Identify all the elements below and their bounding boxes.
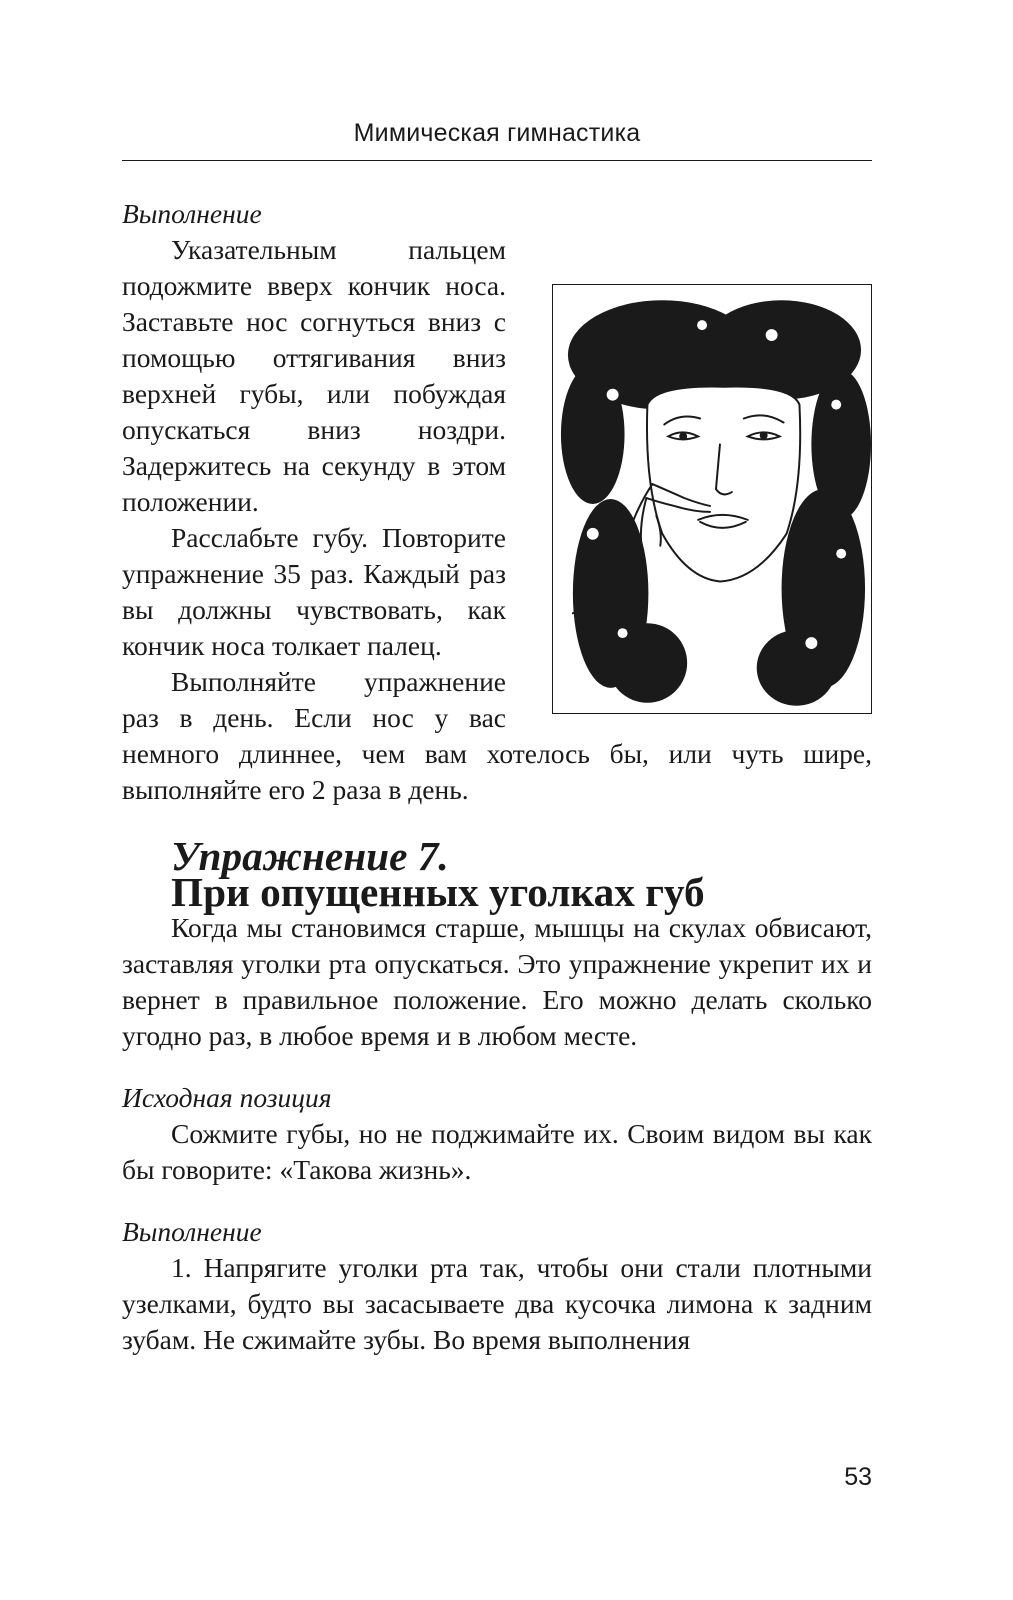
running-header [122,116,872,161]
illustration-woman-pressing-nose [552,284,872,714]
exercise-title: При опущенных уголках губ [171,869,705,915]
paragraph: 1. Напрягите уголки рта так, чтобы они стали плотными узелками, будто вы засасываете два кусочка лимона к задним зубам. Не сжимайте зубы. Во время выполнения [122,1252,872,1355]
page-number: 53 [844,1463,872,1491]
paragraph: Сожмите губы, но не поджимайте их. Своим видом вы как бы говорите: «Такова жизнь». [122,1118,872,1185]
running-header-title: Мимическая гимнастика [353,119,641,147]
subheading-execution: Выполнение [122,198,262,229]
paragraph: Указательным пальцем подожмите вверх кончик носа. Заставьте нос согнуться вниз с помощью оттягивания вниз верхней губы, или побуждая опускаться вниз ноздри. Задержитесь на секунду в этом положении. [122,234,506,517]
exercise-number: Упражнение 7. [171,833,449,879]
paragraph: Выполняйте упражнение раз в день. Если нос у вас немного длиннее, чем вам хотелось бы, или чуть шире, выполняйте его 2 раза в день. [122,666,872,805]
woman-face-drawing [553,285,871,713]
paragraph: Когда мы становимся старше, мышцы на скулах обвисают, заставляя уголки рта опускаться. Это упражнение укрепит их и вернет в правильное положение. Его можно делать сколько угодно раз, в любое время и в любом месте. [122,912,872,1051]
page-content [122,196,872,1358]
subheading-execution: Выполнение [122,1216,262,1247]
subheading-start-position: Исходная позиция [122,1082,332,1113]
paragraph: Расслабьте губу. Повторите упражнение 35 раз. Каждый раз вы должны чувствовать, как кончик носа толкает палец. [122,522,506,661]
exercise-heading [122,833,872,915]
